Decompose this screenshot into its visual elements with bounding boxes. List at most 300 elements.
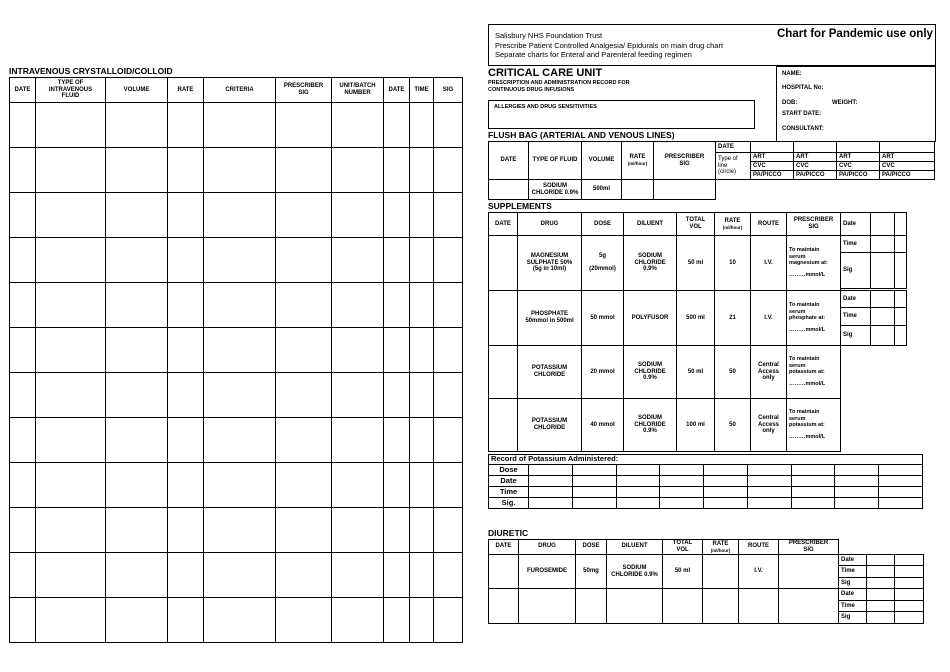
iv-cell[interactable] (332, 373, 384, 418)
supp-h-3: DILUENT (624, 213, 677, 236)
iv-cell[interactable] (36, 103, 106, 148)
iv-h-batch: UNIT/BATCH NUMBER (332, 78, 384, 103)
iv-cell[interactable] (106, 103, 168, 148)
supp-date[interactable] (489, 399, 518, 452)
flush-h-rate: RATE (ml/hour) (622, 142, 654, 180)
diuretic-h-4: TOTAL VOL (663, 540, 703, 555)
potassium-cell[interactable] (529, 487, 573, 498)
potassium-cell[interactable] (572, 476, 616, 487)
iv-cell[interactable] (332, 283, 384, 328)
iv-cell[interactable] (168, 328, 204, 373)
iv-cell[interactable] (106, 193, 168, 238)
supp-dose: 40 mmol (582, 399, 624, 452)
potassium-cell[interactable] (529, 498, 573, 509)
iv-header-row (10, 78, 463, 103)
supp-date[interactable] (489, 291, 518, 346)
potassium-cell[interactable] (660, 476, 704, 487)
iv-cell[interactable] (168, 553, 204, 598)
flush-fluid: SODIUM CHLORIDE 0.9% (529, 180, 582, 200)
potassium-cell[interactable] (572, 498, 616, 509)
iv-cell[interactable] (204, 283, 276, 328)
iv-cell[interactable] (410, 238, 434, 283)
potassium-label: Date (489, 476, 529, 487)
iv-cell[interactable] (434, 103, 463, 148)
flush-cvc-2[interactable]: CVC (794, 162, 837, 171)
iv-cell[interactable] (410, 193, 434, 238)
iv-row (10, 283, 463, 328)
iv-cell[interactable] (410, 553, 434, 598)
iv-cell[interactable] (168, 598, 204, 643)
iv-cell[interactable] (332, 508, 384, 553)
iv-cell[interactable] (332, 148, 384, 193)
supp-date[interactable] (489, 346, 518, 399)
iv-cell[interactable] (384, 508, 410, 553)
iv-cell[interactable] (10, 418, 36, 463)
iv-cell[interactable] (410, 328, 434, 373)
supp-row (489, 399, 907, 416)
iv-cell[interactable] (168, 373, 204, 418)
iv-row (10, 373, 463, 418)
iv-cell[interactable] (204, 463, 276, 508)
potassium-cell[interactable] (835, 465, 879, 476)
iv-cell[interactable] (332, 463, 384, 508)
flush-cvc-3[interactable]: CVC (837, 162, 880, 171)
potassium-cell[interactable] (529, 476, 573, 487)
iv-cell[interactable] (434, 148, 463, 193)
supp-vol: 50 ml (677, 346, 715, 399)
patient-consultant: CONSULTANT: (782, 126, 824, 132)
potassium-cell[interactable] (704, 476, 748, 487)
flush-h-line: Type of line (circle) (716, 153, 751, 180)
flush-art-1[interactable]: ART (751, 153, 794, 162)
supp-rate: 50 (715, 346, 751, 399)
iv-row (10, 103, 463, 148)
potassium-cell[interactable] (704, 487, 748, 498)
potassium-cell[interactable] (747, 498, 791, 509)
potassium-label: Time (489, 487, 529, 498)
diuretic-vol: 50 ml (663, 554, 703, 589)
iv-cell[interactable] (434, 373, 463, 418)
iv-cell[interactable] (168, 238, 204, 283)
iv-cell[interactable] (36, 553, 106, 598)
potassium-cell[interactable] (747, 487, 791, 498)
iv-cell[interactable] (384, 553, 410, 598)
iv-cell[interactable] (204, 418, 276, 463)
iv-cell[interactable] (434, 328, 463, 373)
allergies-label: ALLERGIES AND DRUG SENSITIVITIES (494, 104, 597, 110)
iv-h-time: TIME (410, 78, 434, 103)
ccu-subtitle: PRESCRIPTION AND ADMINISTRATION RECORD FOR CONTINUOUS DRUG INFUSIONS (488, 80, 630, 93)
potassium-table (488, 454, 923, 509)
iv-cell[interactable] (204, 598, 276, 643)
potassium-cell[interactable] (879, 465, 923, 476)
supp-diluent: POLYFUSOR (624, 291, 677, 346)
iv-cell[interactable] (276, 283, 332, 328)
patient-dob: DOB: (782, 100, 798, 106)
iv-cell[interactable] (384, 598, 410, 643)
iv-cell[interactable] (10, 598, 36, 643)
potassium-row (489, 498, 923, 509)
iv-cell[interactable] (332, 328, 384, 373)
header-box (488, 24, 936, 66)
iv-cell[interactable] (36, 463, 106, 508)
iv-cell[interactable] (434, 418, 463, 463)
iv-row (10, 193, 463, 238)
iv-cell[interactable] (276, 373, 332, 418)
iv-cell[interactable] (276, 103, 332, 148)
flush-h-date: DATE (489, 142, 529, 180)
supp-route: I.V. (751, 236, 787, 291)
iv-cell[interactable] (276, 553, 332, 598)
iv-cell[interactable] (36, 238, 106, 283)
iv-cell[interactable] (10, 328, 36, 373)
iv-cell[interactable] (10, 373, 36, 418)
iv-cell[interactable] (332, 103, 384, 148)
header-note-2: Separate charts for Enteral and Parenteral feeding regimen (495, 50, 692, 59)
supp-date[interactable] (489, 236, 518, 291)
supp-route: Central Access only (751, 346, 787, 399)
iv-cell[interactable] (410, 418, 434, 463)
iv-h-date: DATE (10, 78, 36, 103)
diuretic-row (489, 554, 924, 566)
pandemic-label: Chart for Pandemic use only (777, 28, 933, 40)
iv-h-volume: VOLUME (106, 78, 168, 103)
iv-cell[interactable] (204, 103, 276, 148)
diuretic-time-label: Time (839, 566, 867, 578)
patient-weight: WEIGHT: (832, 100, 858, 106)
patient-name: NAME: (782, 71, 802, 77)
supp-rate: 50 (715, 399, 751, 452)
potassium-cell[interactable] (747, 465, 791, 476)
iv-cell[interactable] (276, 598, 332, 643)
supp-route: I.V. (751, 291, 787, 346)
iv-cell[interactable] (384, 373, 410, 418)
iv-cell[interactable] (384, 238, 410, 283)
diuretic-route: I.V. (739, 554, 779, 589)
supp-row (489, 291, 907, 308)
potassium-cell[interactable] (616, 487, 660, 498)
iv-h-type: TYPE OF INTRAVENOUS FLUID (36, 78, 106, 103)
iv-cell[interactable] (332, 553, 384, 598)
flush-art-3[interactable]: ART (837, 153, 880, 162)
flush-pa-2[interactable]: PA/PICCO (794, 171, 837, 180)
iv-cell[interactable] (36, 373, 106, 418)
iv-cell[interactable] (384, 283, 410, 328)
iv-row (10, 418, 463, 463)
flush-h-date2: DATE (716, 142, 751, 153)
iv-h-criteria: CRITERIA (204, 78, 276, 103)
potassium-cell[interactable] (879, 476, 923, 487)
iv-body (10, 103, 463, 643)
potassium-cell[interactable] (835, 498, 879, 509)
diuretic-row (489, 589, 924, 601)
supp-diluent: SODIUM CHLORIDE 0.9% (624, 346, 677, 399)
flush-art-4[interactable]: ART (880, 153, 935, 162)
iv-cell[interactable] (384, 463, 410, 508)
iv-cell[interactable] (106, 463, 168, 508)
iv-cell[interactable] (106, 238, 168, 283)
iv-cell[interactable] (276, 328, 332, 373)
potassium-cell[interactable] (572, 487, 616, 498)
diuretic-h-3: DILUENT (607, 540, 663, 555)
iv-cell[interactable] (36, 508, 106, 553)
supp-row (489, 346, 907, 363)
iv-cell[interactable] (332, 193, 384, 238)
iv-cell[interactable] (410, 148, 434, 193)
supp-drug: MAGNESIUM SULPHATE 50% (5g in 10ml) (518, 236, 582, 291)
supp-rate: 10 (715, 236, 751, 291)
iv-cell[interactable] (276, 508, 332, 553)
iv-cell[interactable] (384, 193, 410, 238)
potassium-cell[interactable] (879, 487, 923, 498)
supp-diluent: SODIUM CHLORIDE 0.9% (624, 236, 677, 291)
diuretic-header-row (489, 540, 924, 555)
iv-cell[interactable] (106, 373, 168, 418)
flush-table (488, 141, 935, 200)
iv-cell[interactable] (106, 418, 168, 463)
supp-h-0: DATE (489, 213, 518, 236)
potassium-cell[interactable] (616, 476, 660, 487)
supp-vol: 100 ml (677, 399, 715, 452)
iv-cell[interactable] (384, 328, 410, 373)
iv-cell[interactable] (204, 373, 276, 418)
iv-cell[interactable] (10, 463, 36, 508)
iv-cell[interactable] (410, 598, 434, 643)
potassium-cell[interactable] (835, 487, 879, 498)
flush-title: FLUSH BAG (ARTERIAL AND VENOUS LINES) (488, 130, 675, 140)
iv-table (9, 77, 463, 643)
flush-row (489, 180, 935, 200)
iv-h-sig: SIG (434, 78, 463, 103)
iv-cell[interactable] (384, 148, 410, 193)
allergies-box[interactable] (488, 100, 755, 129)
supp-criteria: To maintain serum potassium at: ………mmol/L (787, 346, 841, 399)
diuretic-h-2: DOSE (576, 540, 607, 555)
iv-cell[interactable] (36, 148, 106, 193)
iv-row (10, 463, 463, 508)
potassium-row (489, 465, 923, 476)
potassium-cell[interactable] (879, 498, 923, 509)
iv-cell[interactable] (204, 328, 276, 373)
ccu-title: CRITICAL CARE UNIT (488, 67, 603, 79)
iv-cell[interactable] (36, 418, 106, 463)
supp-rate: 21 (715, 291, 751, 346)
iv-cell[interactable] (332, 238, 384, 283)
iv-cell[interactable] (168, 418, 204, 463)
supp-criteria: To maintain serum phosphate at: ………mmol/L (787, 291, 841, 346)
iv-cell[interactable] (204, 148, 276, 193)
iv-cell[interactable] (36, 283, 106, 328)
potassium-cell[interactable] (529, 465, 573, 476)
flush-pa-4[interactable]: PA/PICCO (880, 171, 935, 180)
supp-h-7: PRESCRIBER SIG (787, 213, 841, 236)
potassium-cell[interactable] (791, 465, 835, 476)
supp-time-label: Time (841, 236, 871, 253)
diuretic-h-7: PRESCRIBER SIG (779, 540, 839, 555)
potassium-cell[interactable] (660, 498, 704, 509)
iv-cell[interactable] (106, 328, 168, 373)
iv-cell[interactable] (332, 598, 384, 643)
flush-h-sig: PRESCRIBER SIG (654, 142, 716, 180)
iv-cell[interactable] (10, 283, 36, 328)
iv-cell[interactable] (384, 418, 410, 463)
potassium-cell[interactable] (791, 498, 835, 509)
patient-box (776, 66, 936, 142)
flush-cvc-4[interactable]: CVC (880, 162, 935, 171)
iv-cell[interactable] (276, 148, 332, 193)
potassium-cell[interactable] (616, 465, 660, 476)
iv-cell[interactable] (10, 193, 36, 238)
patient-hospital-no: HOSPITAL No: (782, 85, 824, 91)
iv-cell[interactable] (410, 283, 434, 328)
potassium-row (489, 487, 923, 498)
supp-criteria: To maintain serum magnesium at: ………mmol/L (787, 236, 841, 291)
patient-start-date: START DATE: (782, 111, 822, 117)
iv-cell[interactable] (434, 283, 463, 328)
flush-h-volume: VOLUME (582, 142, 622, 180)
iv-row (10, 553, 463, 598)
diuretic-time-label: Time (839, 600, 867, 612)
header-note-1: Prescribe Patient Controlled Analgesia/ Epidurals on main drug chart (495, 40, 724, 50)
iv-title: INTRAVENOUS CRYSTALLOID/COLLOID (9, 66, 173, 76)
diuretic-dose: 50mg (576, 554, 607, 589)
flush-art-2[interactable]: ART (794, 153, 837, 162)
potassium-cell[interactable] (835, 476, 879, 487)
diuretic-date-label: Date (839, 554, 867, 566)
iv-cell[interactable] (276, 193, 332, 238)
supp-date-label: Date (841, 291, 871, 308)
potassium-cell[interactable] (791, 487, 835, 498)
iv-cell[interactable] (410, 103, 434, 148)
supp-time-label: Time (841, 308, 871, 326)
flush-h-type: TYPE OF FLUID (529, 142, 582, 180)
iv-cell[interactable] (434, 193, 463, 238)
supp-criteria: To maintain serum potassium at: ………mmol/L (787, 399, 841, 452)
supp-dose: 5g (20mmol) (582, 236, 624, 291)
iv-cell[interactable] (106, 148, 168, 193)
diuretic-h-0: DATE (489, 540, 519, 555)
iv-cell[interactable] (168, 103, 204, 148)
supp-row (489, 236, 907, 253)
flush-pa-1[interactable]: PA/PICCO (751, 171, 794, 180)
supp-table (488, 212, 907, 452)
iv-cell[interactable] (106, 598, 168, 643)
iv-cell[interactable] (10, 508, 36, 553)
iv-cell[interactable] (332, 418, 384, 463)
supp-vol: 50 ml (677, 236, 715, 291)
diuretic-sig-label: Sig (839, 612, 867, 624)
iv-cell[interactable] (434, 553, 463, 598)
iv-cell[interactable] (276, 238, 332, 283)
flush-cvc-1[interactable]: CVC (751, 162, 794, 171)
iv-cell[interactable] (204, 193, 276, 238)
diuretic-date-label: Date (839, 589, 867, 601)
iv-cell[interactable] (276, 418, 332, 463)
iv-cell[interactable] (36, 598, 106, 643)
supp-header-row (489, 213, 907, 236)
iv-cell[interactable] (106, 553, 168, 598)
flush-pa-3[interactable]: PA/PICCO (837, 171, 880, 180)
potassium-cell[interactable] (704, 465, 748, 476)
diuretic-h-5: RATE (ml/hour) (703, 540, 739, 555)
iv-row (10, 238, 463, 283)
potassium-cell[interactable] (747, 476, 791, 487)
iv-cell[interactable] (434, 598, 463, 643)
iv-cell[interactable] (10, 238, 36, 283)
iv-cell[interactable] (106, 283, 168, 328)
diuretic-title: DIURETIC (488, 528, 529, 538)
supp-drug: PHOSPHATE 50mmol in 500ml (518, 291, 582, 346)
potassium-cell[interactable] (572, 465, 616, 476)
trust-name: Salisbury NHS Foundation Trust (495, 31, 603, 40)
potassium-cell[interactable] (791, 476, 835, 487)
potassium-cell[interactable] (704, 498, 748, 509)
iv-cell[interactable] (168, 193, 204, 238)
supp-diluent: SODIUM CHLORIDE 0.9% (624, 399, 677, 452)
supp-sig-label: Sig (841, 253, 871, 289)
iv-row (10, 148, 463, 193)
diuretic-sig-label: Sig (839, 577, 867, 589)
iv-cell[interactable] (36, 193, 106, 238)
supp-h-4: TOTAL VOL (677, 213, 715, 236)
supp-dose: 20 mmol (582, 346, 624, 399)
iv-cell[interactable] (106, 508, 168, 553)
iv-cell[interactable] (276, 463, 332, 508)
iv-h-prescriber: PRESCRIBER SIG (276, 78, 332, 103)
iv-cell[interactable] (434, 508, 463, 553)
diuretic-h-1: DRUG (519, 540, 576, 555)
iv-cell[interactable] (410, 463, 434, 508)
iv-cell[interactable] (10, 148, 36, 193)
supp-sig-label: Sig (841, 326, 871, 346)
potassium-row (489, 476, 923, 487)
iv-cell[interactable] (168, 508, 204, 553)
iv-cell[interactable] (168, 463, 204, 508)
supp-title: SUPPLEMENTS (488, 201, 552, 211)
supp-vol: 500 ml (677, 291, 715, 346)
iv-cell[interactable] (168, 283, 204, 328)
supp-h-5: RATE (ml/hour) (715, 213, 751, 236)
iv-cell[interactable] (10, 553, 36, 598)
iv-h-rate: RATE (168, 78, 204, 103)
potassium-label: Sig. (489, 498, 529, 509)
iv-cell[interactable] (410, 373, 434, 418)
iv-row (10, 598, 463, 643)
iv-row (10, 508, 463, 553)
iv-cell[interactable] (434, 463, 463, 508)
iv-row (10, 328, 463, 373)
iv-cell[interactable] (204, 508, 276, 553)
flush-volume: 500ml (582, 180, 622, 200)
diuretic-h-6: ROUTE (739, 540, 779, 555)
iv-cell[interactable] (434, 238, 463, 283)
iv-cell[interactable] (204, 553, 276, 598)
supp-route: Central Access only (751, 399, 787, 452)
potassium-cell[interactable] (616, 498, 660, 509)
potassium-cell[interactable] (660, 487, 704, 498)
iv-cell[interactable] (10, 103, 36, 148)
iv-cell[interactable] (168, 148, 204, 193)
iv-cell[interactable] (36, 328, 106, 373)
supp-date-label: Date (841, 213, 871, 236)
iv-cell[interactable] (410, 508, 434, 553)
potassium-cell[interactable] (660, 465, 704, 476)
supp-drug: POTASSIUM CHLORIDE (518, 399, 582, 452)
iv-cell[interactable] (204, 238, 276, 283)
iv-h-date2: DATE (384, 78, 410, 103)
supp-h-6: ROUTE (751, 213, 787, 236)
iv-cell[interactable] (384, 103, 410, 148)
